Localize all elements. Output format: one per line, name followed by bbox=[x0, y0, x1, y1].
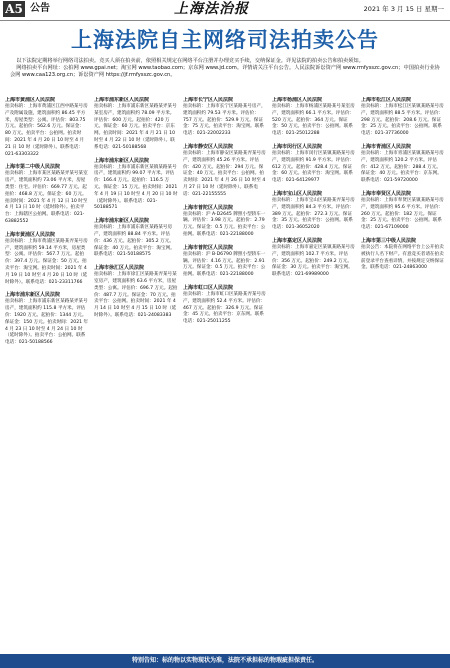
lot-court: 上海市闵行区人民法院 bbox=[272, 143, 323, 150]
lot-body: 拍卖标的：上海市松江区某镇某路某号房产，建筑面积约 88.5 平方米。评估价：298 万元。起拍价：208.6 万元。保证金：25 万元。拍卖平台：公拍网。联系电话：021-37736000 bbox=[361, 104, 444, 137]
auction-lot bbox=[183, 245, 267, 279]
lot-court: 上海市奉贤区人民法院 bbox=[361, 190, 412, 197]
auction-lot bbox=[361, 97, 445, 138]
lot-body: 拍卖标的：上海市黄浦区某路某弄某号房产，建筑面积约 59.14 平方米，房屋类型：公寓。评估价：567.7 万元。起拍价：397.4 万元。保证金：50 万元。拍卖平台：淘宝网。拍卖时间：2021 年 4 月 19 日 10 时至 4 月 20 日 10 时（延时除外）。联系电话：021-23311766 bbox=[5, 238, 88, 285]
lot-body: 拍卖标的：上海市奉贤区某镇某路某号房产，建筑面积约 95.6 平方米。评估价：260 万元。起拍价：182 万元。保证金：25 万元。拍卖平台：公拍网。联系电话：021-67109000 bbox=[361, 197, 444, 231]
footer-banner: 特别告知：标的物以实物现状为准，法院不承担标的物瑕疵担保责任。 bbox=[0, 654, 450, 668]
auction-lot bbox=[272, 97, 356, 138]
auction-lot bbox=[94, 158, 178, 213]
lot-court: 上海市长宁区人民法院 bbox=[183, 97, 234, 103]
lot-court: 上海市第二中级人民法院 bbox=[5, 164, 61, 171]
intro-paragraph: 以下法院定期将举行网络司法拍卖。竞买人须在拍卖前，依照相关规定在网络平台注册并办理竞买手续，交纳保证金。详见法院的拍卖公告和拍卖须知。 bbox=[16, 58, 364, 64]
auction-lot bbox=[272, 238, 356, 279]
section-name: 公告 bbox=[30, 3, 50, 14]
column-2 bbox=[94, 97, 178, 645]
lot-court: 上海市松江区人民法院 bbox=[361, 97, 412, 103]
column-5 bbox=[361, 97, 445, 645]
lot-body: 拍卖标的：上海市闵行区某镇某路某号房产，建筑面积约 91.9 平方米。评估价：612 万元。起拍价：428.4 万元。保证金：60 万元。拍卖平台：淘宝网。联系电话：021-64129977 bbox=[272, 150, 355, 184]
auction-lot bbox=[5, 97, 89, 158]
lot-court: 上海市普陀区人民法院 bbox=[183, 204, 234, 211]
auction-lot bbox=[5, 292, 89, 347]
lot-body: 拍卖标的：上海市杨浦区某路某号某室房产，建筑面积约 66.1 平方米。评估价：520 万元。起拍价：364 万元。保证金：50 万元。拍卖平台：公拍网。联系电话：021-25012288 bbox=[272, 104, 355, 137]
auction-lot bbox=[183, 205, 267, 239]
lot-body: 拍卖标的：上海市虹口区某路某弄某号房产，建筑面积约 52.4 平方米。评估价：467 万元。起拍价：326.9 万元。保证金：45 万元。拍卖平台：京东网。联系电话：021-25011255 bbox=[183, 291, 266, 325]
lot-court: 上海市浦东新区人民法院 bbox=[94, 218, 150, 225]
notice-body: 拍卖公告：本院将在网络平台上公开拍卖被执行人名下财产。有意竞买者请在拍卖前登录平台查看详情，并按规定交纳保证金。联系电话：021-24863000 bbox=[361, 244, 444, 271]
issue-date: 2021 年 3 月 15 日 星期一 bbox=[363, 5, 444, 13]
lot-court: 上海市徐汇区人民法院 bbox=[94, 265, 145, 272]
auction-lot bbox=[272, 144, 356, 185]
auction-lot bbox=[361, 191, 445, 232]
lot-body: 拍卖标的：上海市浦东新区某路某号房产，建筑面积约 88.84 平方米。评估价：436 万元。起拍价：305.2 万元。保证金：40 万元。拍卖平台：淘宝网。联系电话：021-50188575 bbox=[94, 225, 175, 258]
lot-body: 拍卖标的：上海市嘉定区某镇某路某号房产，建筑面积约 102.7 平方米。评估价：356 万元。起拍价：249.2 万元。保证金：30 万元。拍卖平台：淘宝网。联系电话：021-69989000 bbox=[272, 244, 355, 278]
column-4 bbox=[272, 97, 356, 645]
lot-body: 拍卖标的：沪 A·D2645 牌照小型轿车一辆。评估价：3.98 万元。起拍价：2.79 万元。保证金：0.5 万元。拍卖平台：公拍网。联系电话：021-22188000 bbox=[183, 211, 266, 237]
lot-court: 上海市嘉定区人民法院 bbox=[272, 237, 323, 244]
auction-lot bbox=[94, 265, 178, 320]
lot-court: 上海市浦东新区人民法院 bbox=[5, 292, 61, 299]
second-notice bbox=[361, 238, 445, 272]
lot-body: 拍卖标的：上海市宝山区某路某弄某号房产，建筑面积约 84.3 平方米。评估价：389 万元。起拍价：272.3 万元。保证金：35 万元。拍卖平台：公拍网。联系电话：021-36052020 bbox=[272, 197, 355, 231]
page-header bbox=[0, 0, 450, 21]
auction-lot bbox=[5, 164, 89, 225]
lot-court: 上海市浦东新区人民法院 bbox=[94, 97, 150, 103]
column-3 bbox=[183, 97, 267, 645]
auction-lot bbox=[183, 97, 267, 138]
auction-lot bbox=[183, 285, 267, 326]
newspaper-name: 上海法治报 bbox=[174, 1, 249, 17]
notice-title: 上海市第三中级人民法院 bbox=[361, 237, 417, 244]
intro-text bbox=[10, 58, 440, 80]
lot-court: 上海市杨浦区人民法院 bbox=[272, 97, 323, 103]
auction-lot bbox=[94, 218, 178, 259]
lot-body: 拍卖标的：上海市某区某路某弄某号某室房产，建筑面积约 73.06 平方米，房屋类型：住宅。评估价：669.77 万元。起拍价：468.8 万元。保证金：60 万元。拍卖时间：2021 年 4 月 12 日 10 时至 4 月 13 日 10 时（延时除外）。拍卖平台：上海辖区公拍网。联系电话：021-63882552 bbox=[5, 171, 88, 224]
column-1 bbox=[5, 97, 89, 645]
page-number: A5 bbox=[3, 1, 25, 17]
lot-court: 上海市浦东新区人民法院 bbox=[94, 157, 150, 164]
lot-court: 上海市普陀区人民法院 bbox=[183, 244, 234, 251]
lot-body: 拍卖标的：上海市黄浦区江西中路某号房产及附属设施，建筑面积约 86.45 平方米，房屋类型：公寓。评估价：803.75 万元。起拍价：562.6 万元。保证金：80 万元。拍卖平台：公拍网。拍卖时间：2021 年 4 月 20 日 10 时至 4 月 21 日 10 时（延时除外）。联系电话：021-63303322 bbox=[5, 104, 88, 157]
notice-columns bbox=[5, 97, 445, 645]
auction-lot bbox=[272, 191, 356, 232]
lot-body: 拍卖标的：上海市静安区某路某弄某号房产，建筑面积约 45.26 平方米。评估价：420 万元。起拍价：294 万元。保证金：40 万元。拍卖平台：公拍网。拍卖时间：2021 年 4 月 26 日 10 时至 4 月 27 日 10 时（延时除外）。联系电话：021-22155555 bbox=[183, 150, 266, 197]
auction-lot bbox=[94, 97, 178, 152]
auction-lot bbox=[361, 144, 445, 185]
intro-paragraph: 网络拍卖平台网址：公拍网 www.gpai.net；淘宝网 www.taobao.com；京东网 www.jd.com。详情请关注平台公告。人民法院诉讼资产网 www.rmfysszc.gov.cn；中国拍卖行业协会网 www.caa123.org.cn；诉讼资产网 https://jf.rmfysszc.gov.cn。 bbox=[10, 65, 440, 79]
auction-lot bbox=[183, 144, 267, 199]
auction-lot bbox=[5, 232, 89, 287]
lot-court: 上海市虹口区人民法院 bbox=[183, 284, 234, 291]
lot-body: 拍卖标的：沪 B·D6790 牌照小型轿车一辆。评估价：4.16 万元。起拍价：2.91 万元。保证金：0.5 万元。拍卖平台：公拍网。联系电话：021-22188000 bbox=[183, 251, 266, 278]
lot-body: 拍卖标的：上海市长宁区某路某号房产，建筑面积约 79.53 平方米。评估价：757 万元。起拍价：529.9 万元。保证金：75 万元。拍卖平台：淘宝网。联系电话：021-22002233 bbox=[183, 104, 266, 137]
page-title: 上海法院自主网络司法拍卖公告 bbox=[71, 28, 379, 52]
lot-court: 上海市黄浦区人民法院 bbox=[5, 231, 56, 238]
lot-court: 上海市宝山区人民法院 bbox=[272, 190, 323, 197]
lot-body: 拍卖标的：上海市青浦区某镇某路某号房产，建筑面积约 120.2 平方米。评估价：412 万元。起拍价：288.4 万元。保证金：40 万元。拍卖平台：京东网。联系电话：021-59720000 bbox=[361, 150, 444, 184]
lot-body: 拍卖标的：上海市浦东新区某路某弄某号某室房产，建筑面积约 78.09 平方米。评估价：600 万元。起拍价：420 万元。保证金：60 万元。拍卖平台：京东网。拍卖时间：2021 年 4 月 21 日 10 时至 4 月 22 日 10 时（延时除外）。联系电话：021-50188568 bbox=[94, 104, 177, 150]
lot-body: 拍卖标的：上海市徐汇区某路某弄某号某室房产，建筑面积约 63.6 平方米，房屋类型：公寓。评估价：696.7 万元。起拍价：487.7 万元。保证金：70 万元。拍卖平台：公拍网。拍卖时间：2021 年 4 月 14 日 10 时至 4 月 15 日 10 时（延时除外）。联系电话：021-24083383 bbox=[94, 272, 178, 318]
lot-court: 上海市静安区人民法院 bbox=[183, 143, 234, 150]
lot-court: 上海市黄浦区人民法院 bbox=[5, 97, 56, 103]
lot-body: 拍卖标的：上海市浦东新区某路某弄某号房产，建筑面积约 115.8 平方米。评估价：1920 万元。起拍价：1344 万元。保证金：150 万元。拍卖时间：2021 年 4 月 23 日 10 时至 4 月 24 日 10 时（延时除外）。拍卖平台：公拍网。联系电话：021-50188566 bbox=[5, 299, 89, 346]
lot-body: 拍卖标的：上海市浦东新区某镇某路某号房产，建筑面积约 99.07 平方米。评估价：166.4 万元。起拍价：116.5 万元。保证金：15 万元。拍卖时间：2021 年 4 月 19 日 10 时至 4 月 20 日 10 时（延时除外）。联系电话：021-50188571 bbox=[94, 164, 178, 211]
lot-court: 上海市青浦区人民法院 bbox=[361, 143, 412, 150]
